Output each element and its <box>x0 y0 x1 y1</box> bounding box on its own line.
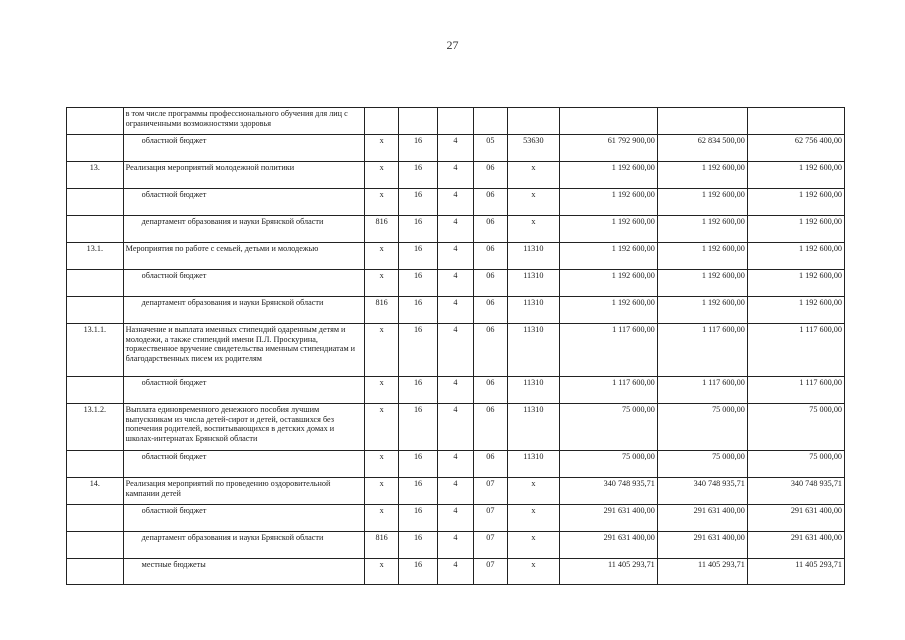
direction-code-cell: 11310 <box>508 297 560 324</box>
grbs-code-cell: x <box>365 478 398 505</box>
table-row <box>67 478 845 505</box>
subprogram-code-cell: 4 <box>438 324 473 377</box>
row-number-cell: 13.1.1. <box>67 324 124 377</box>
activity-code-cell: 06 <box>473 162 507 189</box>
row-number-cell <box>67 532 124 559</box>
row-number-cell: 14. <box>67 478 124 505</box>
direction-code-cell: 11310 <box>508 243 560 270</box>
direction-code-cell: x <box>508 505 560 532</box>
subprogram-code-cell: 4 <box>438 404 473 451</box>
table-row <box>67 189 845 216</box>
row-number-cell: 13.1. <box>67 243 124 270</box>
row-name-cell: департамент образования и науки Брянской области <box>123 532 365 559</box>
subprogram-code-cell: 4 <box>438 532 473 559</box>
row-name-cell: Реализация мероприятий молодежной политики <box>123 162 365 189</box>
activity-code-cell: 07 <box>473 532 507 559</box>
row-name-cell: департамент образования и науки Брянской области <box>123 297 365 324</box>
subprogram-code-cell: 4 <box>438 478 473 505</box>
row-number-cell <box>67 451 124 478</box>
grbs-code-cell: x <box>365 404 398 451</box>
grbs-code-cell: x <box>365 451 398 478</box>
amount-year1-cell: 1 192 600,00 <box>559 243 657 270</box>
program-code-cell: 16 <box>398 189 437 216</box>
direction-code-cell: 11310 <box>508 270 560 297</box>
program-code-cell: 16 <box>398 559 437 585</box>
row-number-cell <box>67 108 124 135</box>
amount-year3-cell: 340 748 935,71 <box>747 478 844 505</box>
grbs-code-cell <box>365 108 398 135</box>
row-number-cell <box>67 189 124 216</box>
amount-year3-cell: 75 000,00 <box>747 404 844 451</box>
amount-year3-cell: 1 192 600,00 <box>747 162 844 189</box>
amount-year1-cell: 11 405 293,71 <box>559 559 657 585</box>
table-row <box>67 404 845 451</box>
amount-year1-cell: 75 000,00 <box>559 451 657 478</box>
row-number-cell <box>67 216 124 243</box>
amount-year2-cell: 291 631 400,00 <box>657 532 747 559</box>
subprogram-code-cell: 4 <box>438 135 473 162</box>
table-row <box>67 451 845 478</box>
amount-year1-cell: 1 192 600,00 <box>559 189 657 216</box>
program-code-cell: 16 <box>398 324 437 377</box>
subprogram-code-cell: 4 <box>438 377 473 404</box>
amount-year2-cell: 75 000,00 <box>657 451 747 478</box>
row-name-cell: местные бюджеты <box>123 559 365 585</box>
grbs-code-cell: x <box>365 505 398 532</box>
row-name-cell: Реализация мероприятий по проведению оздоровительной кампании детей <box>123 478 365 505</box>
grbs-code-cell: 816 <box>365 297 398 324</box>
table-row <box>67 270 845 297</box>
direction-code-cell: 53630 <box>508 135 560 162</box>
amount-year2-cell: 1 192 600,00 <box>657 243 747 270</box>
amount-year3-cell: 1 192 600,00 <box>747 243 844 270</box>
program-code-cell: 16 <box>398 162 437 189</box>
direction-code-cell: 11310 <box>508 404 560 451</box>
grbs-code-cell: x <box>365 135 398 162</box>
row-name-cell: областной бюджет <box>123 377 365 404</box>
subprogram-code-cell: 4 <box>438 505 473 532</box>
direction-code-cell: x <box>508 532 560 559</box>
amount-year3-cell: 62 756 400,00 <box>747 135 844 162</box>
row-name-cell: Назначение и выплата именных стипендий одаренным детям и молодежи, а также стипендий имени П.Л. Проскурина, торжественное вручение свидетельства именным стипендиатам и благодарственных писем их родителям <box>123 324 365 377</box>
row-name-cell: областной бюджет <box>123 451 365 478</box>
direction-code-cell <box>508 108 560 135</box>
activity-code-cell: 06 <box>473 189 507 216</box>
amount-year2-cell: 1 192 600,00 <box>657 162 747 189</box>
amount-year3-cell: 1 192 600,00 <box>747 189 844 216</box>
table-row <box>67 162 845 189</box>
row-number-cell <box>67 135 124 162</box>
amount-year2-cell: 1 192 600,00 <box>657 297 747 324</box>
direction-code-cell: x <box>508 559 560 585</box>
grbs-code-cell: x <box>365 162 398 189</box>
subprogram-code-cell: 4 <box>438 216 473 243</box>
amount-year2-cell: 62 834 500,00 <box>657 135 747 162</box>
subprogram-code-cell: 4 <box>438 162 473 189</box>
table-row <box>67 377 845 404</box>
amount-year3-cell: 1 117 600,00 <box>747 324 844 377</box>
program-code-cell: 16 <box>398 532 437 559</box>
amount-year1-cell: 1 117 600,00 <box>559 377 657 404</box>
amount-year2-cell: 1 192 600,00 <box>657 189 747 216</box>
amount-year1-cell: 340 748 935,71 <box>559 478 657 505</box>
amount-year1-cell: 1 192 600,00 <box>559 162 657 189</box>
program-code-cell: 16 <box>398 404 437 451</box>
activity-code-cell: 07 <box>473 478 507 505</box>
activity-code-cell: 06 <box>473 377 507 404</box>
amount-year3-cell: 1 117 600,00 <box>747 377 844 404</box>
row-name-cell: областной бюджет <box>123 270 365 297</box>
amount-year3-cell: 1 192 600,00 <box>747 297 844 324</box>
amount-year1-cell: 61 792 900,00 <box>559 135 657 162</box>
page-number: 27 <box>446 38 459 52</box>
program-code-cell: 16 <box>398 243 437 270</box>
table-row <box>67 324 845 377</box>
grbs-code-cell: x <box>365 377 398 404</box>
table-row <box>67 216 845 243</box>
direction-code-cell: x <box>508 216 560 243</box>
activity-code-cell: 06 <box>473 216 507 243</box>
program-code-cell: 16 <box>398 478 437 505</box>
activity-code-cell: 06 <box>473 270 507 297</box>
activity-code-cell: 06 <box>473 404 507 451</box>
subprogram-code-cell: 4 <box>438 451 473 478</box>
amount-year2-cell: 1 117 600,00 <box>657 377 747 404</box>
amount-year1-cell: 1 192 600,00 <box>559 297 657 324</box>
grbs-code-cell: x <box>365 243 398 270</box>
amount-year2-cell: 75 000,00 <box>657 404 747 451</box>
direction-code-cell: 11310 <box>508 451 560 478</box>
program-code-cell: 16 <box>398 451 437 478</box>
program-code-cell: 16 <box>398 377 437 404</box>
direction-code-cell: x <box>508 162 560 189</box>
table-row <box>67 243 845 270</box>
amount-year3-cell: 291 631 400,00 <box>747 505 844 532</box>
amount-year1-cell: 291 631 400,00 <box>559 532 657 559</box>
program-code-cell: 16 <box>398 505 437 532</box>
subprogram-code-cell: 4 <box>438 243 473 270</box>
subprogram-code-cell <box>438 108 473 135</box>
table-row <box>67 532 845 559</box>
subprogram-code-cell: 4 <box>438 189 473 216</box>
program-code-cell: 16 <box>398 216 437 243</box>
row-number-cell: 13. <box>67 162 124 189</box>
amount-year2-cell: 340 748 935,71 <box>657 478 747 505</box>
row-number-cell <box>67 377 124 404</box>
row-number-cell <box>67 559 124 585</box>
activity-code-cell: 06 <box>473 324 507 377</box>
amount-year3-cell: 291 631 400,00 <box>747 532 844 559</box>
amount-year1-cell: 1 117 600,00 <box>559 324 657 377</box>
direction-code-cell: 11310 <box>508 377 560 404</box>
amount-year1-cell: 291 631 400,00 <box>559 505 657 532</box>
row-name-cell: в том числе программы профессионального обучения для лиц с ограниченными возможностями здоровья <box>123 108 365 135</box>
amount-year3-cell: 1 192 600,00 <box>747 270 844 297</box>
amount-year3-cell: 11 405 293,71 <box>747 559 844 585</box>
program-code-cell: 16 <box>398 135 437 162</box>
direction-code-cell: 11310 <box>508 324 560 377</box>
row-name-cell: областной бюджет <box>123 505 365 532</box>
row-name-cell: Выплата единовременного денежного пособия лучшим выпускникам из числа детей-сирот и детей, оставшихся без попечения родителей, воспитывающихся в детских домах и школах-интернатах Брянской области <box>123 404 365 451</box>
grbs-code-cell: x <box>365 270 398 297</box>
table-row <box>67 559 845 585</box>
budget-table <box>66 107 845 585</box>
activity-code-cell: 07 <box>473 559 507 585</box>
activity-code-cell <box>473 108 507 135</box>
row-name-cell: областной бюджет <box>123 135 365 162</box>
grbs-code-cell: 816 <box>365 532 398 559</box>
table-row <box>67 108 845 135</box>
amount-year2-cell: 11 405 293,71 <box>657 559 747 585</box>
activity-code-cell: 06 <box>473 243 507 270</box>
table-row <box>67 135 845 162</box>
grbs-code-cell: x <box>365 189 398 216</box>
direction-code-cell: x <box>508 189 560 216</box>
activity-code-cell: 06 <box>473 297 507 324</box>
row-name-cell: Мероприятия по работе с семьей, детьми и молодежью <box>123 243 365 270</box>
grbs-code-cell: x <box>365 324 398 377</box>
program-code-cell: 16 <box>398 297 437 324</box>
amount-year2-cell: 291 631 400,00 <box>657 505 747 532</box>
grbs-code-cell: 816 <box>365 216 398 243</box>
grbs-code-cell: x <box>365 559 398 585</box>
amount-year1-cell: 75 000,00 <box>559 404 657 451</box>
subprogram-code-cell: 4 <box>438 270 473 297</box>
amount-year1-cell <box>559 108 657 135</box>
activity-code-cell: 06 <box>473 451 507 478</box>
activity-code-cell: 07 <box>473 505 507 532</box>
subprogram-code-cell: 4 <box>438 297 473 324</box>
activity-code-cell: 05 <box>473 135 507 162</box>
amount-year2-cell: 1 192 600,00 <box>657 216 747 243</box>
row-name-cell: областной бюджет <box>123 189 365 216</box>
row-name-cell: департамент образования и науки Брянской области <box>123 216 365 243</box>
row-number-cell <box>67 270 124 297</box>
row-number-cell <box>67 505 124 532</box>
amount-year3-cell: 1 192 600,00 <box>747 216 844 243</box>
amount-year3-cell <box>747 108 844 135</box>
amount-year2-cell <box>657 108 747 135</box>
table-row <box>67 505 845 532</box>
amount-year1-cell: 1 192 600,00 <box>559 216 657 243</box>
table-row <box>67 297 845 324</box>
direction-code-cell: x <box>508 478 560 505</box>
program-code-cell: 16 <box>398 270 437 297</box>
amount-year2-cell: 1 117 600,00 <box>657 324 747 377</box>
program-code-cell <box>398 108 437 135</box>
amount-year1-cell: 1 192 600,00 <box>559 270 657 297</box>
row-number-cell: 13.1.2. <box>67 404 124 451</box>
row-number-cell <box>67 297 124 324</box>
amount-year3-cell: 75 000,00 <box>747 451 844 478</box>
subprogram-code-cell: 4 <box>438 559 473 585</box>
amount-year2-cell: 1 192 600,00 <box>657 270 747 297</box>
